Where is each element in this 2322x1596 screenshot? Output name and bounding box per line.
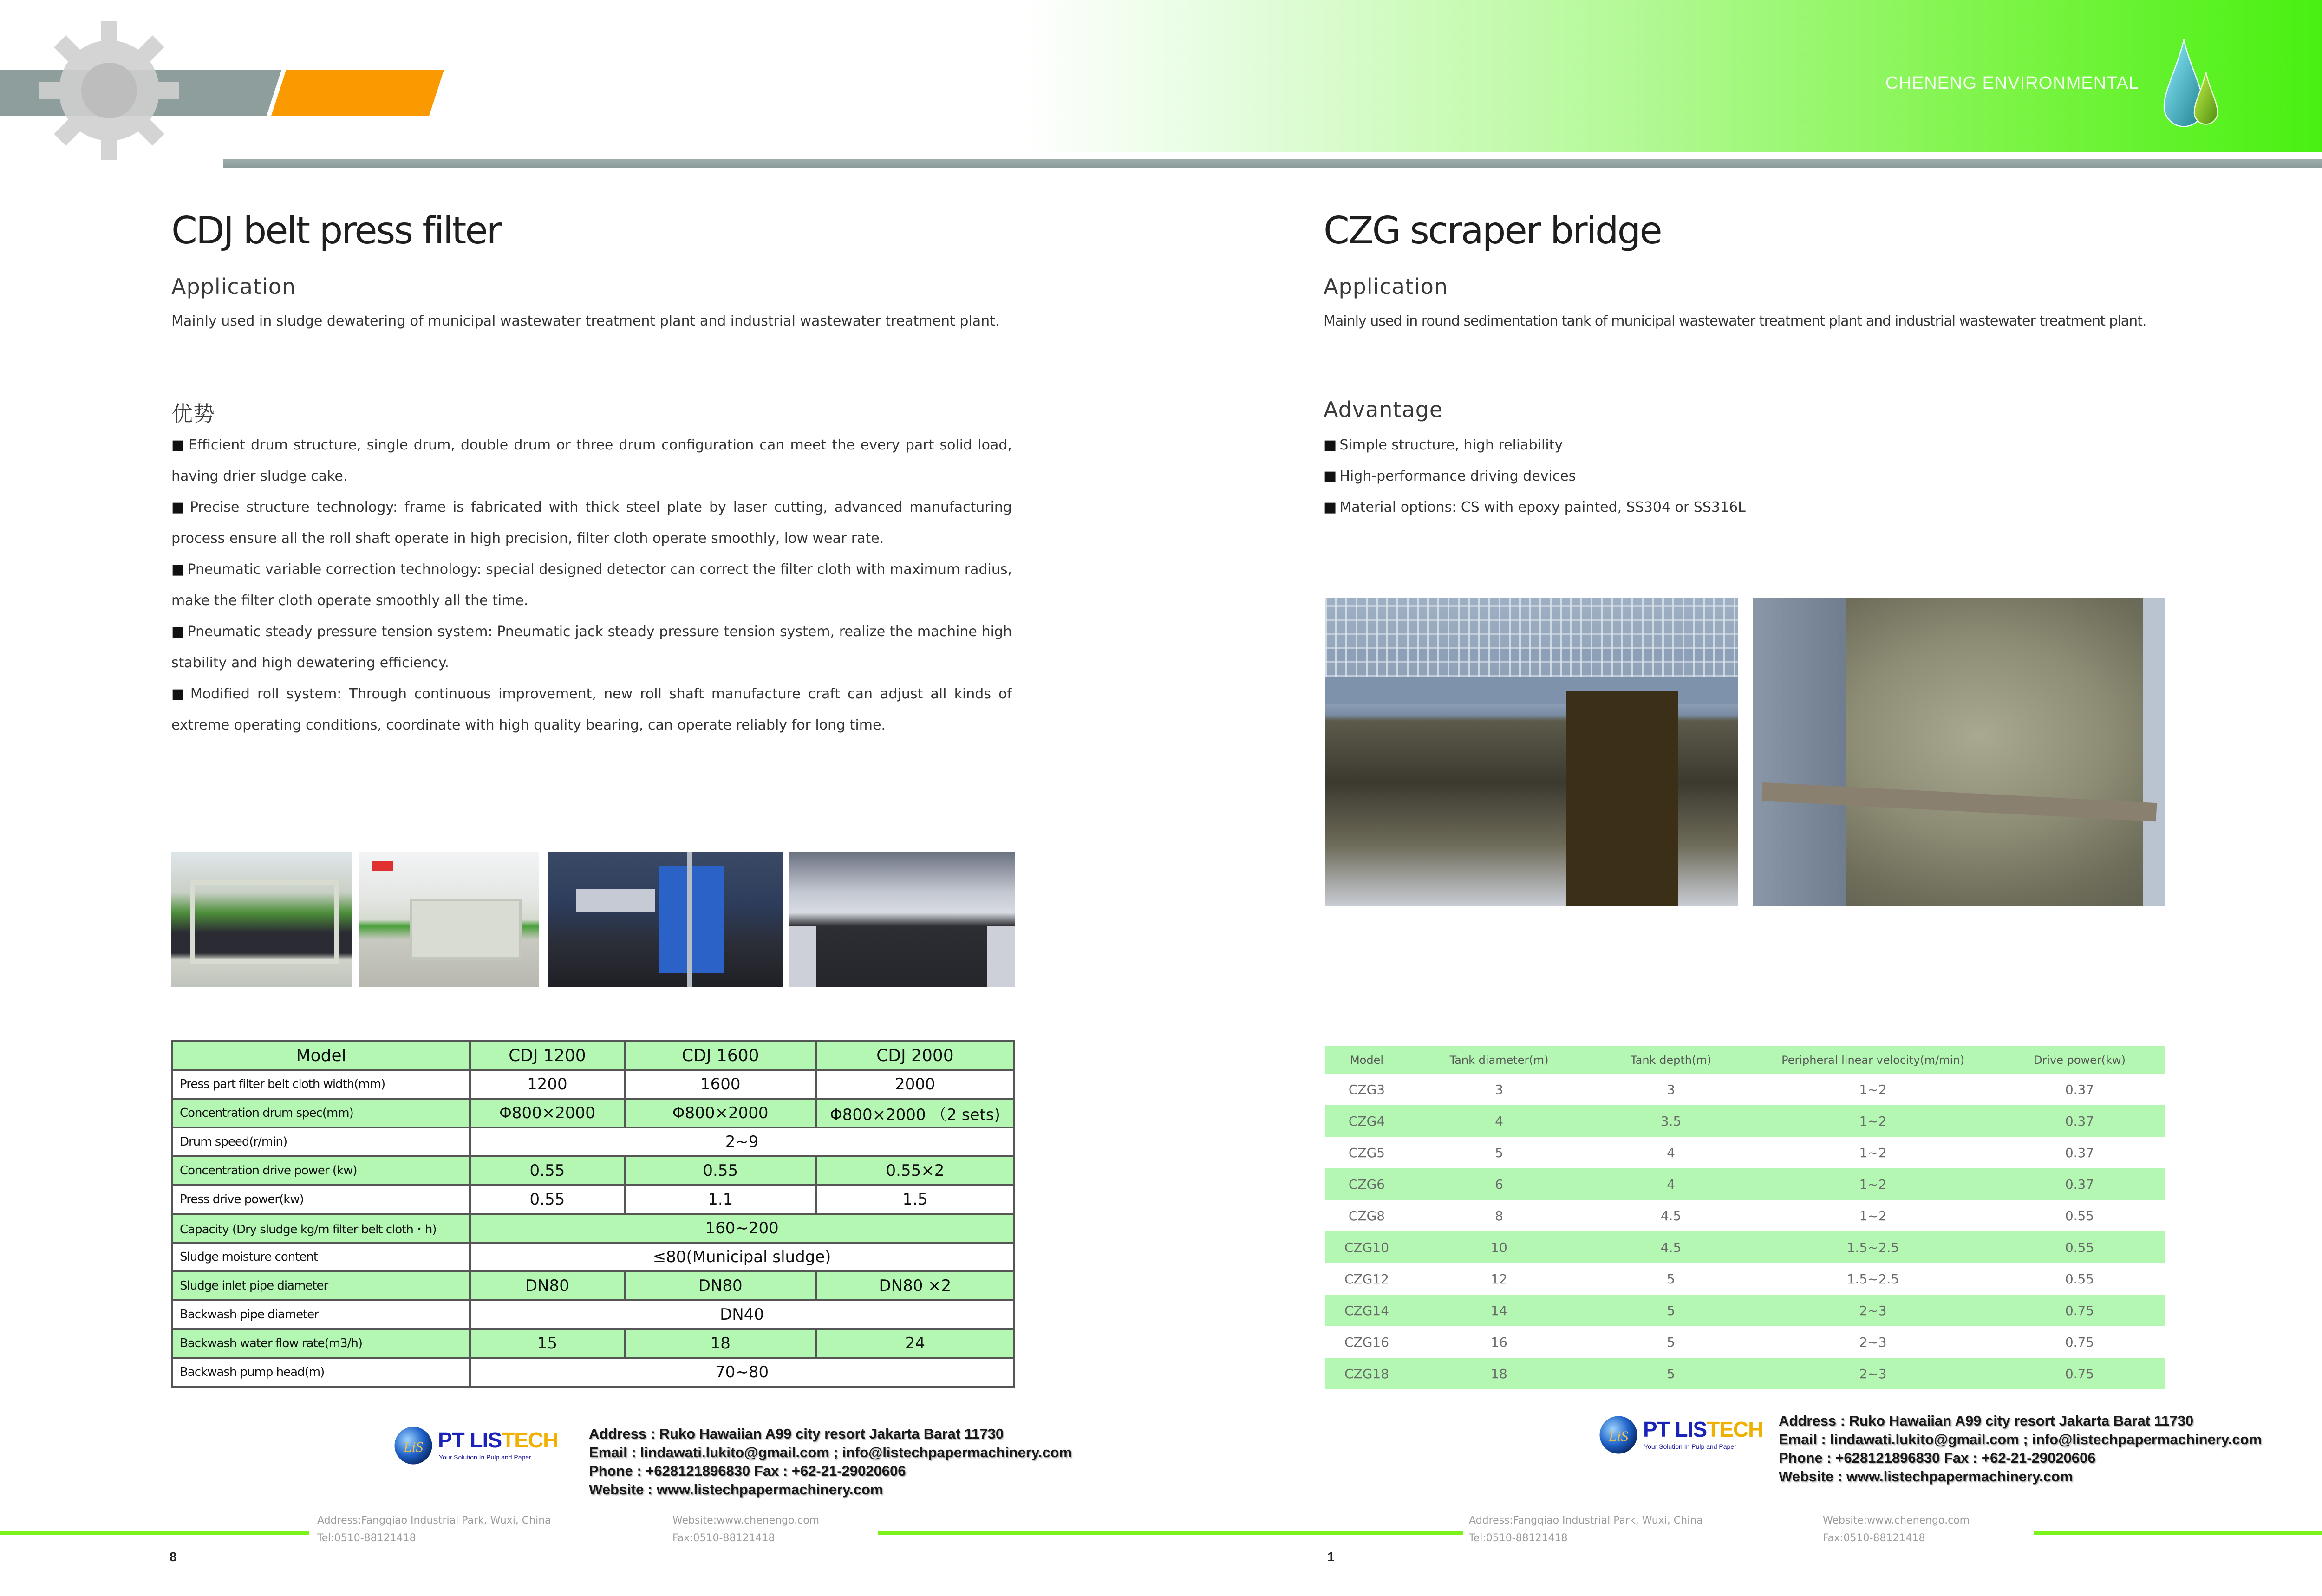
table-row xyxy=(1325,1295,2165,1326)
globe-logo-icon xyxy=(1598,1414,1639,1456)
table-cell: 1~2 xyxy=(1859,1081,1887,1097)
left-advantage-list xyxy=(171,430,1012,741)
table-header-cell: CDJ 1600 xyxy=(625,1041,816,1070)
contact-phone: Phone : +628121896830 Fax : +62-21-29020606 xyxy=(1779,1450,2096,1466)
row-label: Concentration drum spec(mm) xyxy=(172,1099,470,1127)
table-row xyxy=(172,1156,1014,1185)
advantage-item: ■ Simple structure, high reliability xyxy=(1324,430,2169,461)
table-cell: CZG14 xyxy=(1325,1295,1409,1326)
contact-address: Address : Ruko Hawaiian A99 city resort Jakarta Barat 11730 xyxy=(589,1426,1004,1442)
table-cell: 15 xyxy=(470,1329,625,1358)
table-cell: 0.55 xyxy=(1994,1231,2165,1263)
table-cell: 1~2 xyxy=(1859,1145,1887,1160)
footer-website: Website:www.chenengo.com xyxy=(672,1515,820,1526)
table-cell: 1~2 xyxy=(1859,1208,1887,1224)
table-row xyxy=(1325,1200,2165,1231)
page-number-right: 1 xyxy=(1327,1550,1335,1564)
table-header-row xyxy=(1325,1046,2165,1074)
belt-press-photo-3 xyxy=(548,852,783,987)
right-advantage-list xyxy=(1324,430,2169,523)
table-cell: 5 xyxy=(1667,1334,1675,1350)
table-row xyxy=(1325,1074,2165,1105)
advantage-item: ■ Efficient drum structure, single drum, double drum or three drum configuration can meet the every part solid load, having drier sludge cake. xyxy=(171,430,1012,492)
table-cell: 4 xyxy=(1590,1168,1752,1200)
table-cell: DN80 xyxy=(470,1271,625,1300)
table-cell: CZG6 xyxy=(1325,1168,1409,1200)
table-cell: 4.5 xyxy=(1660,1208,1682,1224)
table-cell: 3.5 xyxy=(1590,1105,1752,1137)
belt-press-photo-1 xyxy=(171,852,352,987)
left-page-title: CDJ belt press filter xyxy=(171,209,501,252)
table-header-cell: Peripheral linear velocity(m/min) xyxy=(1752,1046,1994,1074)
table-cell: 8 xyxy=(1495,1208,1503,1224)
left-application-text: Mainly used in sludge dewatering of municipal wastewater treatment plant and industrial wastewater treatment plant. xyxy=(171,313,1000,329)
table-cell: 0.55×2 xyxy=(816,1156,1014,1185)
footer-green-line xyxy=(2034,1531,2322,1535)
advantage-item: ■ High-performance driving devices xyxy=(1324,461,2169,492)
advantage-item: ■ Modified roll system: Through continuous improvement, new roll shaft manufacture craft can adjust all kinds of extreme operating conditions, coordinate with high quality bearing, can operate reliably for long time. xyxy=(171,678,1012,741)
scraper-bridge-photo-1 xyxy=(1325,598,1738,906)
table-cell: 1200 xyxy=(470,1070,625,1099)
footer-fax: Fax:0510-88121418 xyxy=(672,1532,775,1544)
table-cell: 0.37 xyxy=(1994,1105,2165,1137)
table-cell: 0.37 xyxy=(2065,1081,2094,1097)
logo-monogram: LiS xyxy=(403,1439,424,1455)
right-page-title: CZG scraper bridge xyxy=(1324,209,1661,252)
table-row xyxy=(172,1185,1014,1214)
table-cell: 18 xyxy=(625,1329,816,1358)
footer-fax: Fax:0510-88121418 xyxy=(1823,1532,1925,1544)
table-cell: 3 xyxy=(1667,1081,1675,1097)
table-row xyxy=(172,1329,1014,1358)
footer-address: Address:Fangqiao Industrial Park, Wuxi, China xyxy=(1469,1515,1703,1526)
table-cell: 5 xyxy=(1590,1358,1752,1389)
table-cell: 0.75 xyxy=(1994,1358,2165,1389)
right-advantage-heading: Advantage xyxy=(1324,397,1443,422)
logo-name xyxy=(438,1427,558,1453)
table-row xyxy=(172,1214,1014,1243)
row-label: Press part filter belt cloth width(mm) xyxy=(172,1070,470,1099)
table-header-cell: Model xyxy=(1325,1046,1409,1074)
row-label: Capacity (Dry sludge kg/m filter belt cloth・h) xyxy=(172,1214,470,1243)
table-row xyxy=(1325,1137,2165,1168)
table-row xyxy=(1325,1168,2165,1200)
logo-tagline: Your Solution In Pulp and Paper xyxy=(439,1453,531,1461)
advantage-item: ■ Pneumatic variable correction technology: special designed detector can correct the filter cloth with maximum radius, make the filter cloth operate smoothly all the time. xyxy=(171,554,1012,616)
table-cell: 1~2 xyxy=(1752,1105,1994,1137)
logo-name xyxy=(1643,1417,1763,1442)
table-header-cell: Tank depth(m) xyxy=(1590,1046,1752,1074)
table-row xyxy=(1325,1105,2165,1137)
advantage-item: ■ Material options: CS with epoxy painted, SS304 or SS316L xyxy=(1324,492,2169,523)
logo-tagline: Your Solution In Pulp and Paper xyxy=(1644,1443,1736,1450)
table-cell: Φ800×2000 xyxy=(470,1099,625,1127)
brand-name: CHENENG ENVIRONMENTAL xyxy=(1885,73,2139,93)
contact-website[interactable]: Website : www.listechpapermachinery.com xyxy=(589,1481,883,1498)
czg-spec-table xyxy=(1325,1046,2165,1389)
left-application-heading: Application xyxy=(171,274,296,299)
table-cell: 0.75 xyxy=(1994,1295,2165,1326)
water-drop-logo-icon xyxy=(2150,37,2229,130)
table-header-row xyxy=(172,1041,1014,1070)
table-cell: 5 xyxy=(1590,1295,1752,1326)
table-header-cell: Model xyxy=(172,1041,470,1070)
table-cell: 0.55 xyxy=(2065,1271,2094,1287)
belt-press-photo-2 xyxy=(359,852,539,987)
table-cell: 18 xyxy=(1409,1358,1590,1389)
table-row xyxy=(1325,1358,2165,1389)
table-row xyxy=(172,1099,1014,1127)
table-row xyxy=(1325,1263,2165,1295)
table-cell-merged: ≤80(Municipal sludge) xyxy=(470,1243,1014,1271)
gear-icon xyxy=(39,21,179,160)
contact-info-left xyxy=(589,1425,1072,1499)
table-cell: CZG18 xyxy=(1325,1358,1409,1389)
table-header-cell: Drive power(kw) xyxy=(1994,1046,2165,1074)
table-cell-merged: 70~80 xyxy=(470,1358,1014,1387)
table-cell: 12 xyxy=(1491,1271,1507,1287)
table-cell: 0.55 xyxy=(2065,1208,2094,1224)
table-cell: 0.75 xyxy=(2065,1334,2094,1350)
contact-address: Address : Ruko Hawaiian A99 city resort Jakarta Barat 11730 xyxy=(1779,1413,2194,1429)
footer-tel: Tel:0510-88121418 xyxy=(1469,1532,1568,1544)
table-cell: 16 xyxy=(1491,1334,1507,1350)
row-label: Concentration drive power (kw) xyxy=(172,1156,470,1185)
table-cell: 5 xyxy=(1667,1271,1675,1287)
header-rule xyxy=(223,159,2322,168)
cdj-spec-table xyxy=(171,1040,1015,1388)
table-cell: 0.55 xyxy=(470,1156,625,1185)
row-label: Backwash pipe diameter xyxy=(172,1300,470,1329)
listech-logo-right xyxy=(1598,1414,1765,1460)
table-row xyxy=(172,1127,1014,1156)
contact-email[interactable]: Email : lindawati.lukito@gmail.com ; info@listechpapermachinery.com xyxy=(1779,1431,2262,1447)
scraper-bridge-photo-2 xyxy=(1753,598,2165,906)
contact-email[interactable]: Email : lindawati.lukito@gmail.com ; info@listechpapermachinery.com xyxy=(589,1444,1072,1460)
logo-name-part-b: TECH xyxy=(1707,1417,1763,1441)
table-cell: 6 xyxy=(1409,1168,1590,1200)
table-cell: 3 xyxy=(1495,1081,1503,1097)
table-header-cell: CDJ 2000 xyxy=(816,1041,1014,1070)
left-advantage-heading: 优势 xyxy=(171,401,215,426)
table-cell: CZG5 xyxy=(1348,1145,1385,1160)
contact-website[interactable]: Website : www.listechpapermachinery.com xyxy=(1779,1468,2073,1485)
table-row xyxy=(172,1300,1014,1329)
row-label: Drum speed(r/min) xyxy=(172,1127,470,1156)
table-cell: 10 xyxy=(1409,1231,1590,1263)
table-cell: 0.37 xyxy=(1994,1168,2165,1200)
footer-address: Address:Fangqiao Industrial Park, Wuxi, China xyxy=(317,1515,551,1526)
table-cell: CZG3 xyxy=(1348,1081,1385,1097)
table-row xyxy=(172,1358,1014,1387)
footer-website: Website:www.chenengo.com xyxy=(1823,1515,1970,1526)
table-cell: CZG4 xyxy=(1325,1105,1409,1137)
row-label: Backwash pump head(m) xyxy=(172,1358,470,1387)
page-number-left: 8 xyxy=(170,1550,177,1564)
table-row xyxy=(1325,1231,2165,1263)
table-cell: 4 xyxy=(1667,1145,1675,1160)
table-cell: 24 xyxy=(816,1329,1014,1358)
table-cell: 1.5 xyxy=(816,1185,1014,1214)
table-row xyxy=(172,1243,1014,1271)
contact-phone: Phone : +628121896830 Fax : +62-21-29020606 xyxy=(589,1463,906,1479)
table-cell: CZG16 xyxy=(1344,1334,1389,1350)
row-label: Sludge inlet pipe diameter xyxy=(172,1271,470,1300)
table-cell: 5 xyxy=(1495,1145,1503,1160)
footer-right-col1 xyxy=(1469,1512,1703,1547)
table-cell: 0.55 xyxy=(625,1156,816,1185)
footer-green-line xyxy=(878,1531,1463,1535)
row-label: Backwash water flow rate(m3/h) xyxy=(172,1329,470,1358)
belt-press-photo-4 xyxy=(789,852,1015,987)
advantage-item: ■ Precise structure technology: frame is fabricated with thick steel plate by laser cutting, advanced manufacturing process ensure all the roll shaft operate in high precision, filter cloth operate smoothly, low wear rate. xyxy=(171,492,1012,554)
logo-monogram: LiS xyxy=(1608,1428,1629,1445)
table-cell: 1.1 xyxy=(625,1185,816,1214)
table-cell: 1.5~2.5 xyxy=(1752,1231,1994,1263)
footer-green-line xyxy=(0,1531,309,1535)
table-cell: 1600 xyxy=(625,1070,816,1099)
table-cell: 4 xyxy=(1409,1105,1590,1137)
header-orange-accent xyxy=(271,70,444,116)
table-cell: 2~3 xyxy=(1752,1295,1994,1326)
table-cell-merged: DN40 xyxy=(470,1300,1014,1329)
footer-right-col2 xyxy=(1823,1512,1970,1547)
table-cell: DN80 ×2 xyxy=(816,1271,1014,1300)
table-row xyxy=(1325,1326,2165,1358)
table-cell: 2~3 xyxy=(1752,1358,1994,1389)
table-header-cell: Tank diameter(m) xyxy=(1409,1046,1590,1074)
table-cell: Φ800×2000 xyxy=(625,1099,816,1127)
table-cell: 1.5~2.5 xyxy=(1846,1271,1899,1287)
table-cell: 2000 xyxy=(816,1070,1014,1099)
table-cell: Φ800×2000 （2 sets) xyxy=(816,1099,1014,1127)
table-cell-merged: 160~200 xyxy=(470,1214,1014,1243)
row-label: Sludge moisture content xyxy=(172,1243,470,1271)
table-cell: 1~2 xyxy=(1752,1168,1994,1200)
table-cell: 0.55 xyxy=(470,1185,625,1214)
logo-name-part-b: TECH xyxy=(502,1428,558,1452)
table-row xyxy=(172,1271,1014,1300)
row-label: Press drive power(kw) xyxy=(172,1185,470,1214)
table-cell: 4.5 xyxy=(1590,1231,1752,1263)
table-cell: CZG10 xyxy=(1325,1231,1409,1263)
advantage-item: ■ Pneumatic steady pressure tension system: Pneumatic jack steady pressure tension system, realize the machine high stability and high dewatering efficiency. xyxy=(171,616,1012,678)
table-cell: 0.37 xyxy=(2065,1145,2094,1160)
footer-tel: Tel:0510-88121418 xyxy=(317,1532,416,1544)
table-cell: DN80 xyxy=(625,1271,816,1300)
globe-logo-icon xyxy=(392,1425,434,1466)
table-row xyxy=(172,1070,1014,1099)
right-application-heading: Application xyxy=(1324,274,1448,299)
listech-logo-left xyxy=(392,1425,560,1471)
table-cell: CZG8 xyxy=(1348,1208,1385,1224)
table-cell: CZG12 xyxy=(1344,1271,1389,1287)
contact-info-right xyxy=(1779,1412,2262,1486)
table-cell: 14 xyxy=(1409,1295,1590,1326)
table-header-cell: CDJ 1200 xyxy=(470,1041,625,1070)
logo-name-part-a: PT LIS xyxy=(1643,1417,1707,1441)
table-cell-merged: 2~9 xyxy=(470,1127,1014,1156)
logo-name-part-a: PT LIS xyxy=(438,1428,502,1452)
footer-left-col1 xyxy=(317,1512,551,1547)
footer-left-col2 xyxy=(672,1512,819,1547)
table-cell: 2~3 xyxy=(1859,1334,1887,1350)
right-application-text: Mainly used in round sedimentation tank of municipal wastewater treatment plant and industrial wastewater treatment plant. xyxy=(1324,313,2146,329)
